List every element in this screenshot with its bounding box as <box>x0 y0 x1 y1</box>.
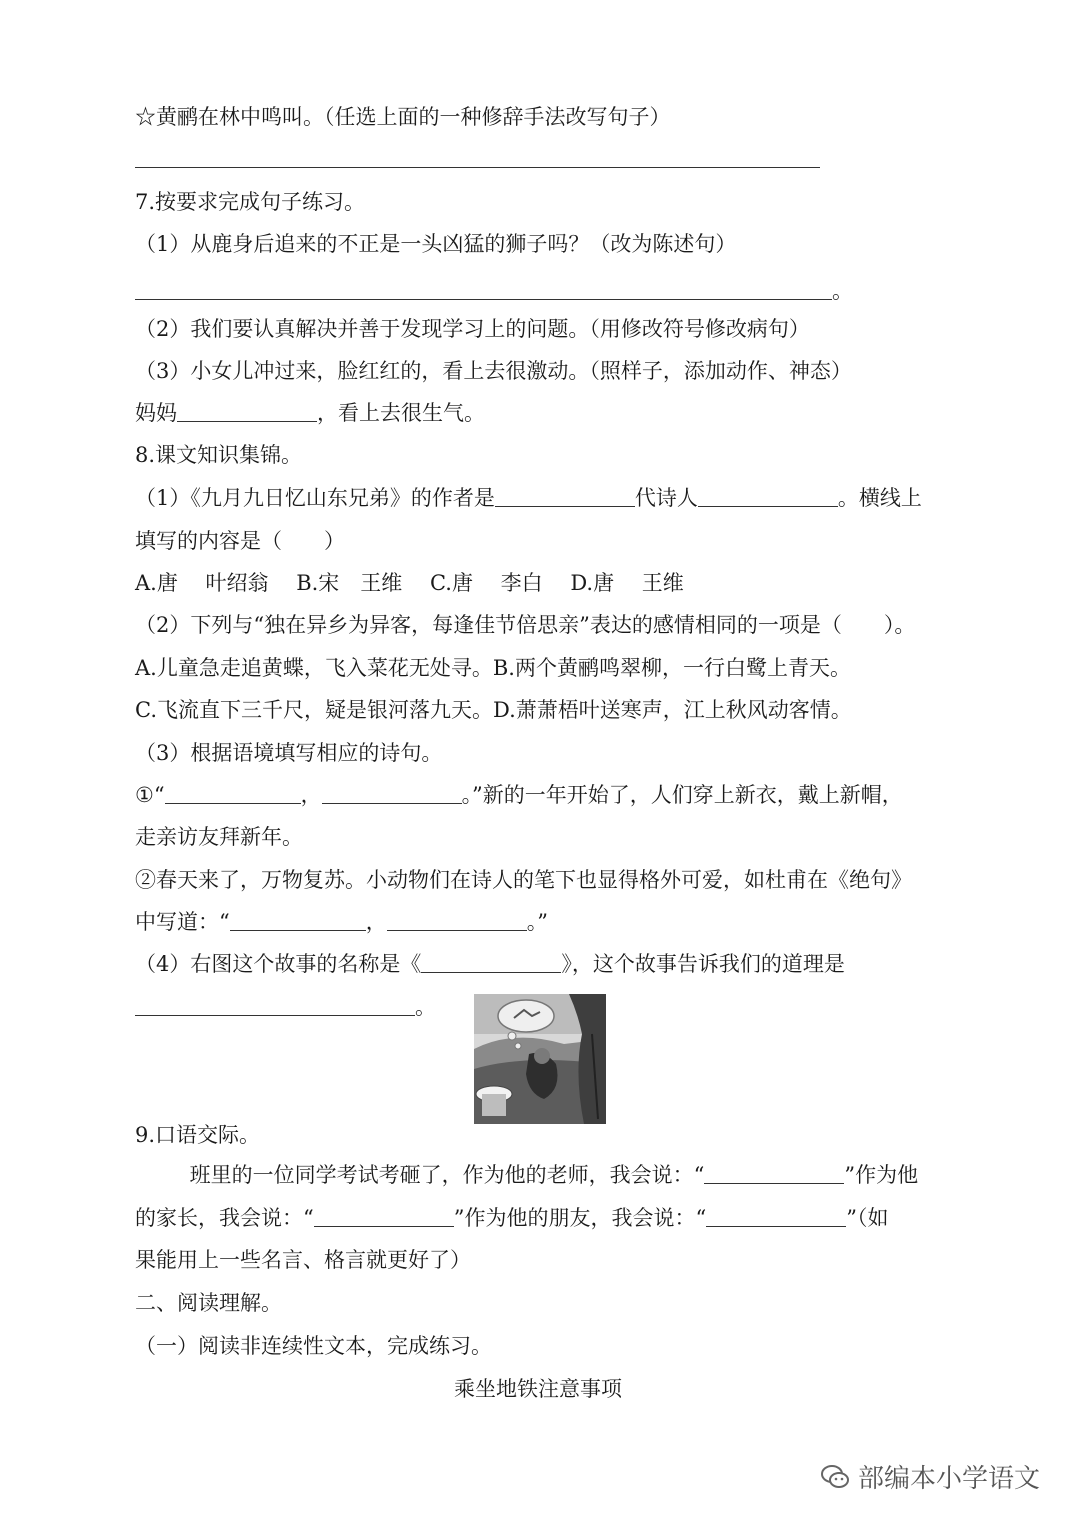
question-8-3-b-cont: 中写道：“ ， 。” <box>135 910 548 934</box>
line-rhetoric: ☆黄鹂在林中鸣叫。（任选上面的一种修辞手法改写句子） <box>135 105 671 129</box>
question-9-title: 9.口语交际。 <box>135 1123 261 1147</box>
question-7-2: （2）我们要认真解决并善于发现学习上的问题。（用修改符号修改病句） <box>135 317 810 341</box>
reading-title: 乘坐地铁注意事项 <box>454 1377 622 1401</box>
blank[interactable] <box>314 1204 454 1227</box>
story-illustration-svg <box>474 994 606 1124</box>
section-2-1-heading: （一）阅读非连续性文本，完成练习。 <box>135 1334 492 1358</box>
watermark-text: 部编本小学语文 <box>858 1464 1041 1494</box>
blank[interactable] <box>698 484 838 507</box>
question-8-4-answer: 。 <box>135 992 436 1022</box>
question-8-4: （4）右图这个故事的名称是《 》，这个故事告诉我们的道理是 <box>135 952 845 976</box>
question-7-3-answer: 妈妈 ，看上去很生气。 <box>135 401 485 425</box>
question-9-line-a: 班里的一位同学考试考砸了，作为他的老师，我会说：“ ”作为他 <box>189 1163 919 1187</box>
watermark <box>820 1458 1040 1495</box>
question-8-1: （1）《九月九日忆山东兄弟》的作者是 代诗人 。横线上 <box>135 486 922 510</box>
question-8-2: （2）下列与“独在异乡为异客，每逢佳节倍思亲”表达的感情相同的一项是（ ）。 <box>135 613 916 637</box>
answer-line-1[interactable] <box>135 167 820 168</box>
answer-line-7-1: 。 <box>135 276 853 306</box>
blank[interactable] <box>387 908 527 931</box>
question-8-3-a-cont: 走亲访友拜新年。 <box>135 825 303 849</box>
blank[interactable] <box>230 908 366 931</box>
story-illustration <box>474 994 606 1124</box>
blank[interactable] <box>135 277 832 300</box>
question-8-3-b: ②春天来了，万物复苏。小动物们在诗人的笔下也显得格外可爱，如杜甫在《绝句》 <box>135 868 912 892</box>
blank[interactable] <box>177 399 317 422</box>
question-9-line-b: 的家长，我会说：“ ”作为他的朋友，我会说：“ ”（如 <box>135 1206 889 1230</box>
blank[interactable] <box>322 781 462 804</box>
question-7-title: 7.按要求完成句子练习。 <box>135 190 366 214</box>
blank[interactable] <box>421 950 561 973</box>
question-8-3-a: ①“ ， 。”新的一年开始了，人们穿上新衣，戴上新帽， <box>135 783 903 807</box>
blank[interactable] <box>135 993 415 1016</box>
question-8-1-cont: 填写的内容是（ ） <box>135 529 345 553</box>
question-8-2-options-ab: A.儿童急走追黄蝶，飞入菜花无处寻。B.两个黄鹂鸣翠柳，一行白鹭上青天。 <box>135 656 851 680</box>
question-8-1-options: A.唐 叶绍翁 B.宋 王维 C.唐 李白 D.唐 王维 <box>135 571 684 595</box>
question-8-title: 8.课文知识集锦。 <box>135 443 303 467</box>
question-8-2-options-cd: C.飞流直下三千尺，疑是银河落九天。D.萧萧梧叶送寒声，江上秋风动客情。 <box>135 698 852 722</box>
wechat-icon <box>820 1463 850 1491</box>
blank[interactable] <box>704 1161 844 1184</box>
blank[interactable] <box>706 1204 846 1227</box>
blank[interactable] <box>495 484 635 507</box>
question-7-1: （1）从鹿身后追来的不正是一头凶猛的狮子吗？（改为陈述句） <box>135 232 737 256</box>
question-9-line-c: 果能用上一些名言、格言就更好了） <box>135 1248 471 1272</box>
section-2-heading: 二、阅读理解。 <box>135 1291 282 1315</box>
question-8-3: （3）根据语境填写相应的诗句。 <box>135 741 443 765</box>
question-7-3: （3）小女儿冲过来，脸红红的，看上去很激动。（照样子，添加动作、神态） <box>135 359 852 383</box>
blank[interactable] <box>165 781 301 804</box>
